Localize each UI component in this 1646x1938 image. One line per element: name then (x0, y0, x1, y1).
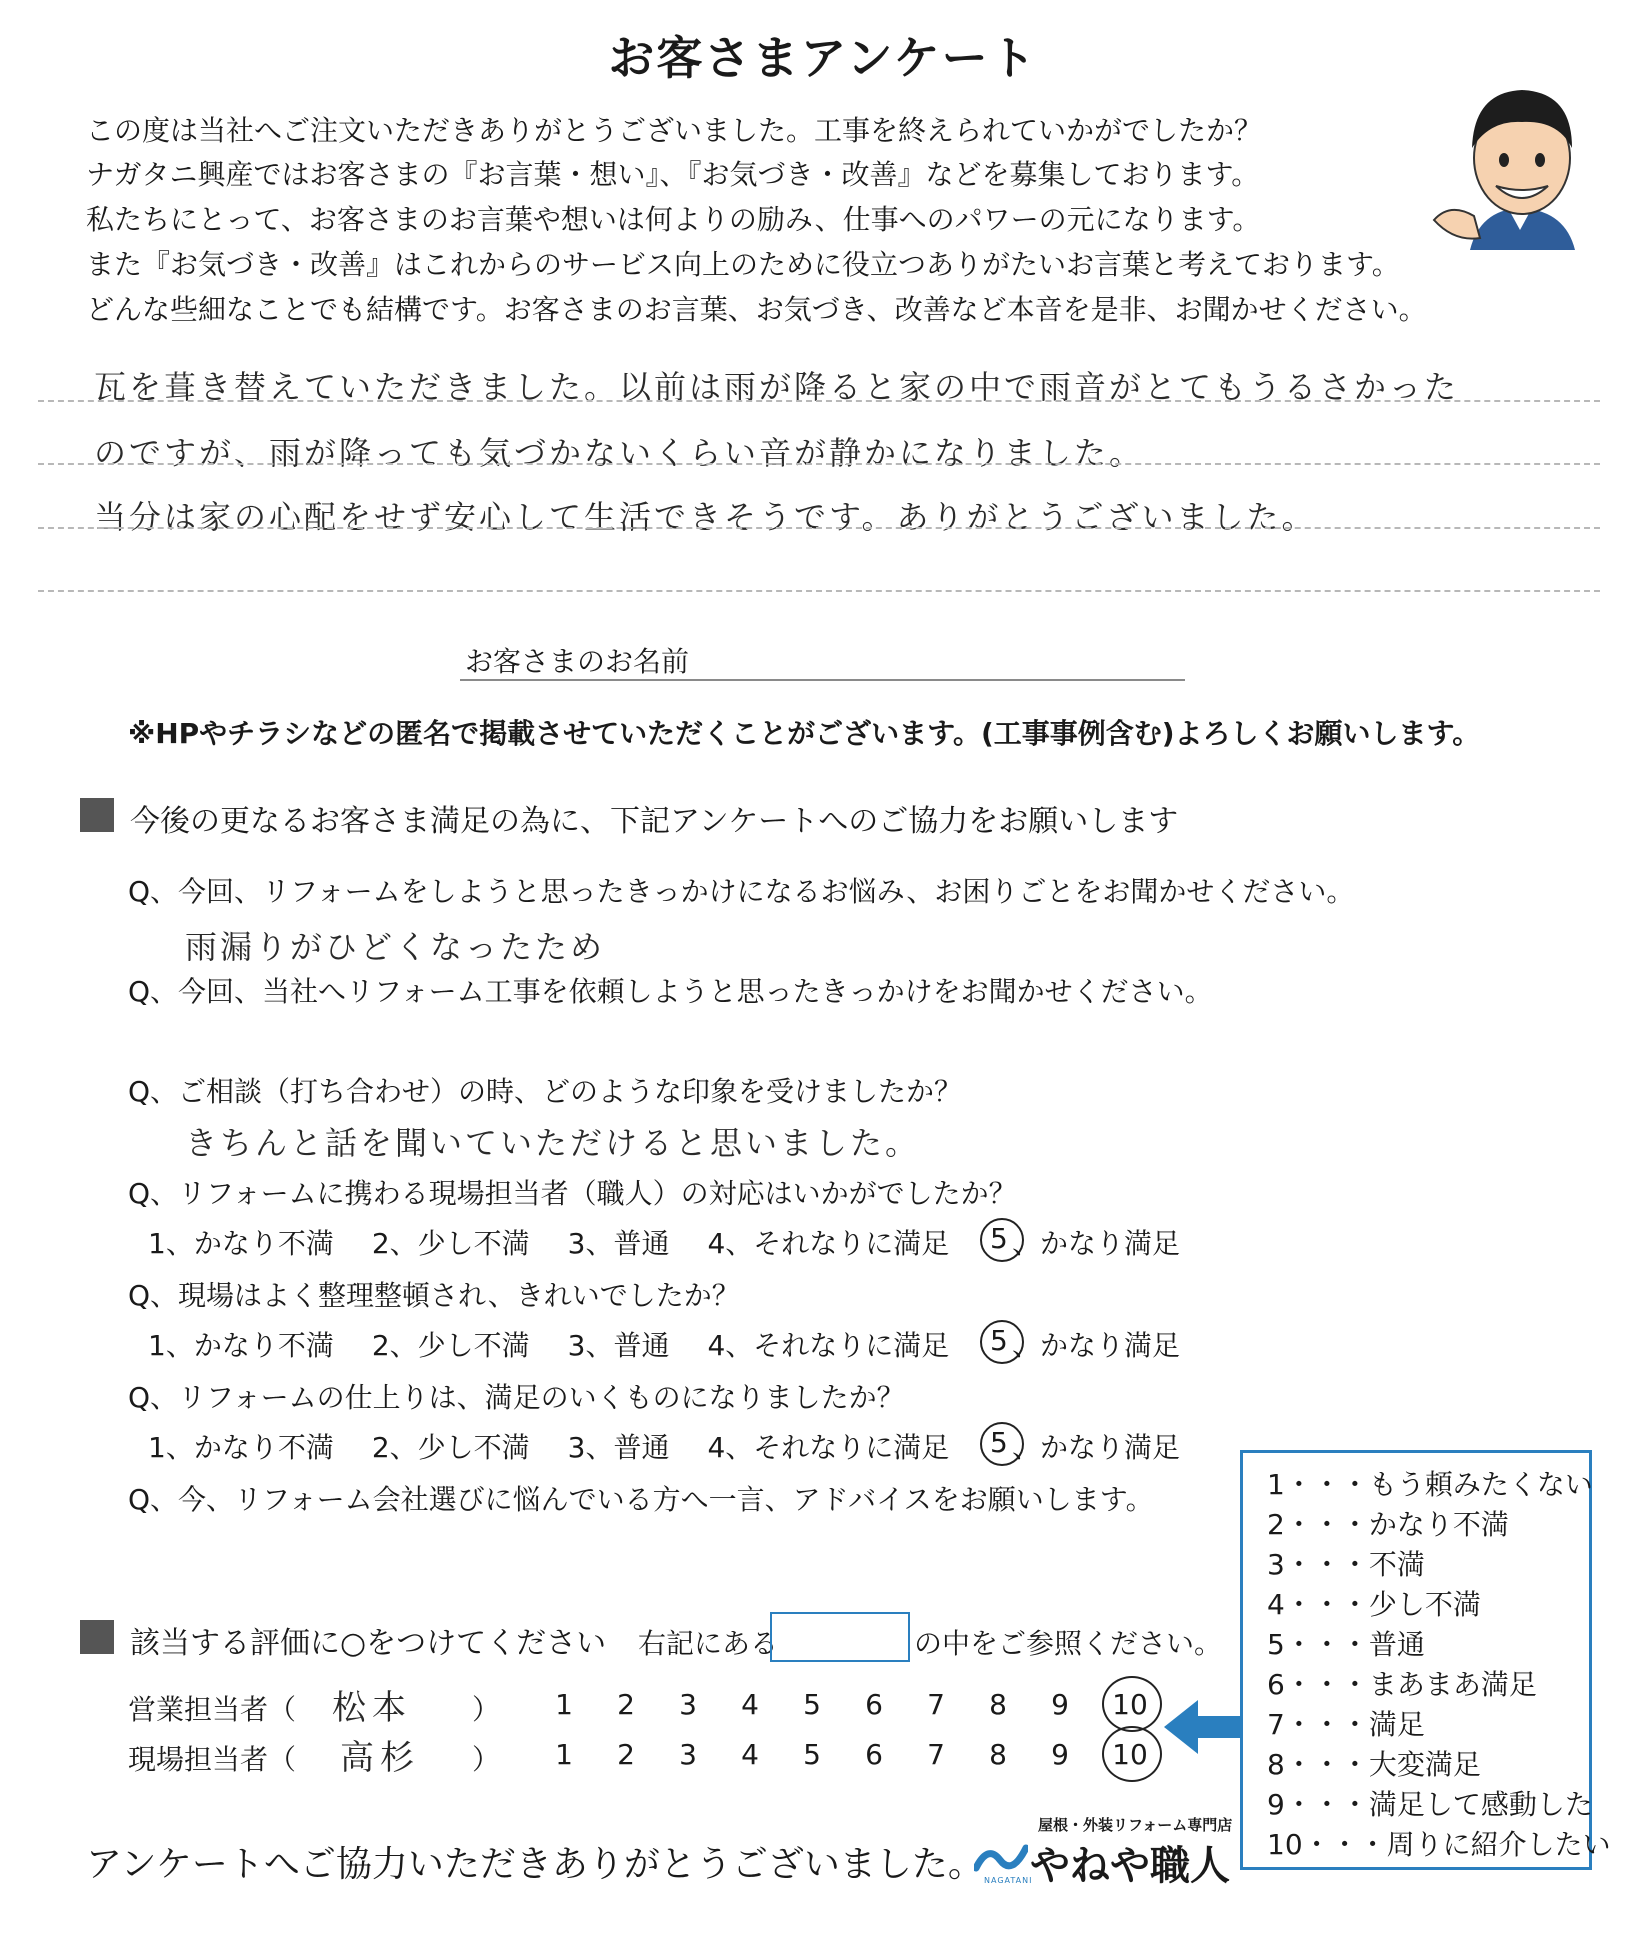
comment-rule (38, 463, 1600, 465)
options-row (148, 1426, 987, 1466)
site-score-2[interactable]: 2 (617, 1738, 635, 1771)
arrow-left-icon (1164, 1700, 1198, 1754)
option-5-label: 、かなり満足 (1012, 1329, 1181, 1362)
customer-name-line (460, 679, 1185, 681)
comment-rule (38, 590, 1600, 592)
survey-heading: 今後の更なるお客さま満足の為に、下記アンケートへのご協力をお願いします (130, 804, 1179, 839)
site-score-1[interactable]: 1 (555, 1738, 573, 1771)
option-5-label: 、かなり満足 (1012, 1227, 1181, 1260)
question-1: Q、今回、リフォームをしようと思ったきっかけになるお悩み、お困りごとをお聞かせください。 (128, 875, 1355, 908)
legend-item-5: 5・・・普通 (1267, 1628, 1425, 1661)
site-staff-label: 現場担当者（ (128, 1743, 297, 1776)
site-score-3[interactable]: 3 (679, 1738, 697, 1771)
sales-staff-close: ） (472, 1693, 501, 1726)
legend-item-10: 10・・・周りに紹介したい (1267, 1828, 1611, 1861)
option-4[interactable]: 4、それなりに満足 (707, 1431, 950, 1464)
intro-line-1: この度は当社へご注文いただきありがとうございました。工事を終えられていかがでしたか？ (86, 114, 1263, 147)
mascot-illustration (1430, 70, 1610, 250)
comment-line-1: 瓦を葺き替えていただきました。以前は雨が降ると家の中で雨音がとてもうるさかった (94, 368, 1460, 406)
company-logo-name: やねや職人 (1030, 1843, 1230, 1889)
sales-score-9[interactable]: 9 (1051, 1688, 1069, 1721)
sales-score-10[interactable]: 10 (1112, 1688, 1148, 1721)
section-marker (80, 798, 114, 832)
legend-item-2: 2・・・かなり不満 (1267, 1508, 1509, 1541)
question-2: Q、今回、当社へリフォーム工事を依頼しようと思ったきっかけをお聞かせください。 (128, 975, 1213, 1008)
option-3[interactable]: 3、普通 (567, 1329, 670, 1362)
rating-ref-pre: 右記にある (638, 1627, 779, 1660)
rating-heading: 該当する評価に○をつけてください (130, 1626, 607, 1661)
option-1[interactable]: 1、かなり不満 (148, 1329, 334, 1362)
question-6: Q、リフォームの仕上りは、満足のいくものになりましたか？ (128, 1381, 905, 1414)
option-1[interactable]: 1、かなり不満 (148, 1227, 334, 1260)
sales-score-8[interactable]: 8 (989, 1688, 1007, 1721)
legend-item-1: 1・・・もう頼みたくない (1267, 1468, 1593, 1501)
option-1[interactable]: 1、かなり不満 (148, 1431, 334, 1464)
legend-item-6: 6・・・まあまあ満足 (1267, 1668, 1537, 1701)
legend-item-4: 4・・・少し不満 (1267, 1588, 1481, 1621)
site-score-10[interactable]: 10 (1112, 1738, 1148, 1771)
sales-staff-label: 営業担当者（ (128, 1693, 297, 1726)
intro-line-2: ナガタニ興産ではお客さまの『お言葉・想い』、『お気づき・改善』などを募集しております。 (86, 158, 1260, 191)
rating-ref-post: の中をご参照ください。 (914, 1627, 1223, 1660)
question-7: Q、今、リフォーム会社選びに悩んでいる方へ一言、アドバイスをお願いします。 (128, 1483, 1154, 1516)
option-4[interactable]: 4、それなりに満足 (707, 1329, 950, 1362)
site-score-5[interactable]: 5 (803, 1738, 821, 1771)
sales-staff-name: 松本 (332, 1688, 412, 1728)
company-logo-icon (974, 1838, 1028, 1878)
site-score-4[interactable]: 4 (741, 1738, 759, 1771)
comment-rule (38, 527, 1600, 529)
sales-score-5[interactable]: 5 (803, 1688, 821, 1721)
site-score-7[interactable]: 7 (927, 1738, 945, 1771)
option-2[interactable]: 2、少し不満 (371, 1329, 530, 1362)
intro-line-5: どんな些細なことでも結構です。お客さまのお言葉、お気づき、改善など本音を是非、お聞かせください。 (86, 293, 1427, 326)
sales-score-3[interactable]: 3 (679, 1688, 697, 1721)
customer-name-label: お客さまのお名前 (465, 645, 690, 678)
legend-item-7: 7・・・満足 (1267, 1708, 1425, 1741)
sales-score-6[interactable]: 6 (865, 1688, 883, 1721)
comment-line-2: のですが、雨が降っても気づかないくらい音が静かになりました。 (94, 434, 1145, 472)
site-staff-close: ） (472, 1743, 501, 1776)
site-score-8[interactable]: 8 (989, 1738, 1007, 1771)
site-staff-name: 高杉 (340, 1738, 420, 1778)
arrow-left-icon-body (1196, 1716, 1240, 1738)
answer-3: きちんと話を聞いていただけると思いました。 (185, 1124, 921, 1162)
sales-score-1[interactable]: 1 (555, 1688, 573, 1721)
rating-ref-box (770, 1612, 910, 1662)
option-2[interactable]: 2、少し不満 (371, 1431, 530, 1464)
option-5-number[interactable]: 5 (990, 1426, 1008, 1459)
site-score-6[interactable]: 6 (865, 1738, 883, 1771)
footer-thanks: アンケートへご協力いただきありがとうございました。 (86, 1844, 984, 1885)
rating-legend (1240, 1450, 1611, 1870)
intro-line-3: 私たちにとって、お客さまのお言葉や想いは何よりの励み、仕事へのパワーの元になります。 (86, 203, 1261, 236)
publication-notice: ※HPやチラシなどの匿名で掲載させていただくことがございます。(工事事例含む)よろしくお願いします。 (128, 717, 1481, 750)
option-4[interactable]: 4、それなりに満足 (707, 1227, 950, 1260)
option-2[interactable]: 2、少し不満 (371, 1227, 530, 1260)
section-marker (80, 1620, 114, 1654)
logo-sub: NAGATANI (984, 1876, 1033, 1885)
question-4: Q、リフォームに携わる現場担当者（職人）の対応はいかがでしたか？ (128, 1177, 1017, 1210)
option-5-number[interactable]: 5 (990, 1222, 1008, 1255)
legend-item-3: 3・・・不満 (1267, 1548, 1425, 1581)
comment-line-3: 当分は家の心配をせず安心して生活できそうです。ありがとうございました。 (94, 498, 1317, 536)
option-5-label: 、かなり満足 (1012, 1431, 1181, 1464)
options-row (148, 1222, 987, 1262)
question-3: Q、ご相談（打ち合わせ）の時、どのような印象を受けましたか？ (128, 1075, 963, 1108)
option-3[interactable]: 3、普通 (567, 1227, 670, 1260)
option-5-number[interactable]: 5 (990, 1324, 1008, 1357)
sales-score-7[interactable]: 7 (927, 1688, 945, 1721)
options-row (148, 1324, 987, 1364)
option-3[interactable]: 3、普通 (567, 1431, 670, 1464)
question-5: Q、現場はよく整理整頓され、きれいでしたか？ (128, 1279, 740, 1312)
logo-tagline: 屋根・外装リフォーム専門店 (1038, 1816, 1233, 1834)
legend-item-8: 8・・・大変満足 (1267, 1748, 1481, 1781)
sales-score-2[interactable]: 2 (617, 1688, 635, 1721)
page-title: お客さまアンケート (608, 31, 1038, 85)
answer-1: 雨漏りがひどくなったため (185, 928, 606, 966)
sales-score-4[interactable]: 4 (741, 1688, 759, 1721)
legend-item-9: 9・・・満足して感動した (1267, 1788, 1593, 1821)
comment-rule (38, 400, 1600, 402)
site-score-9[interactable]: 9 (1051, 1738, 1069, 1771)
intro-line-4: また『お気づき・改善』はこれからのサービス向上のために役立つありがたいお言葉と考えております。 (86, 248, 1400, 281)
